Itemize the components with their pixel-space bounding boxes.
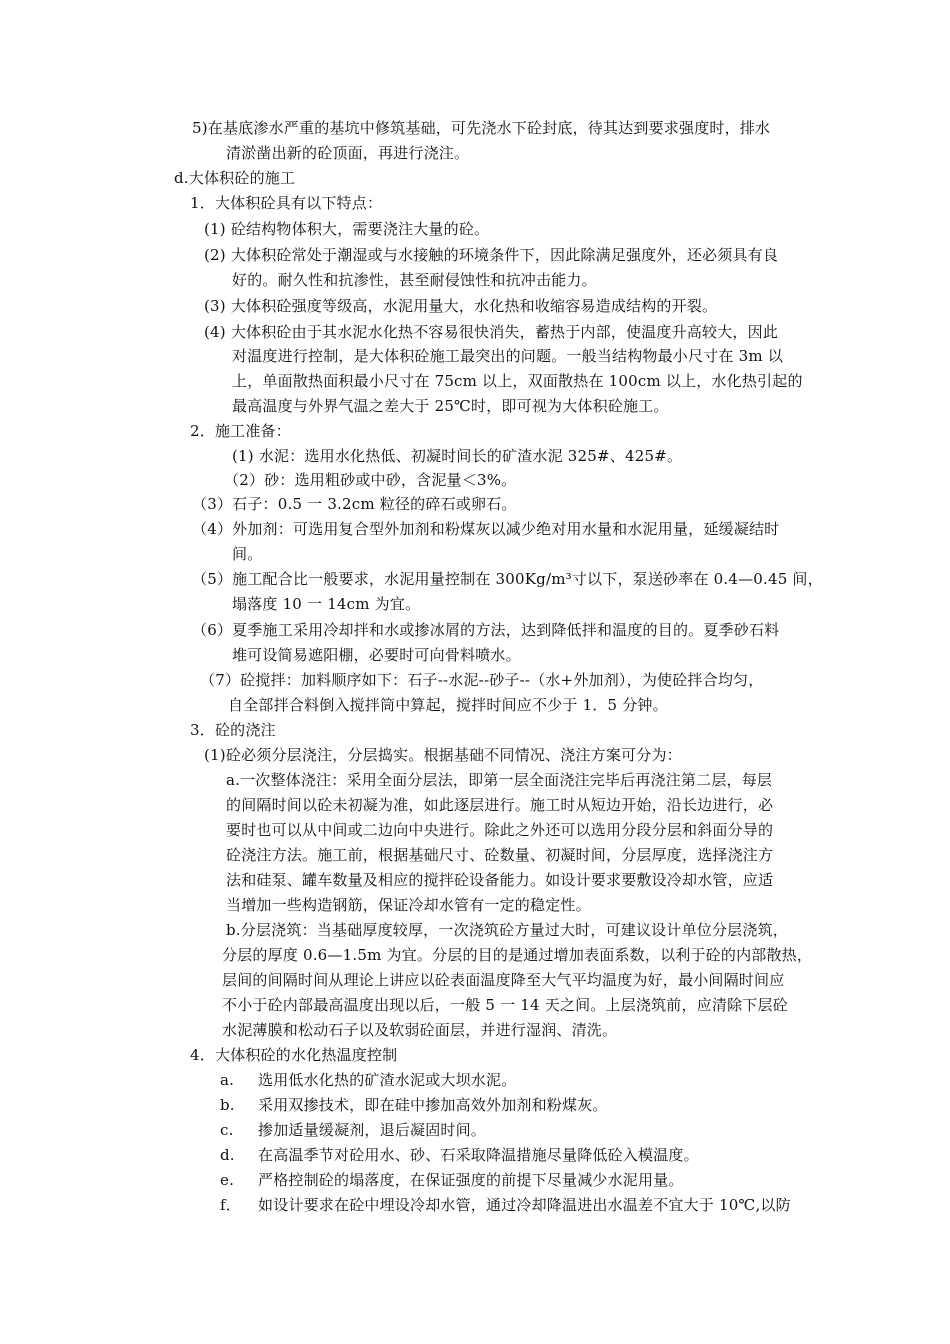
list-item: （6）夏季施工采用冷却拌和水或掺冰屑的方法，达到降低拌和温度的目的。夏季砂石料	[192, 621, 780, 639]
list-item: 采用双掺技术，即在硅中掺加高效外加剂和粉煤灰。	[258, 1096, 608, 1114]
text-line: 间。	[232, 545, 263, 563]
list-item: 掺加适量缓凝剂，退后凝固时间。	[258, 1121, 487, 1139]
list-item: 严格控制砼的塌落度，在保证强度的前提下尽量减少水泥用量。	[258, 1171, 684, 1189]
text-line: 对温度进行控制，是大体积砼施工最突出的问题。一般当结构物最小尺寸在 3m 以	[232, 347, 783, 365]
list-item: (3) 大体积砼强度等级高，水泥用量大，水化热和收缩容易造成结构的开裂。	[204, 297, 718, 315]
subsection-heading: 3．砼的浇注	[190, 721, 276, 739]
paragraph-line: 当增加一些构造钢筋，保证冷却水管有一定的稳定性。	[226, 896, 591, 914]
paragraph-line: 分层的厚度 0.6—1.5m 为宜。分层的目的是通过增加表面系数，以利于砼的内部散热，	[222, 946, 813, 964]
list-item: (1) 水泥：选用水化热低、初凝时间长的矿渣水泥 325#、425#。	[232, 447, 683, 465]
paragraph-line: 不小于砼内部最高温度出现以后，一般 5 一 14 天之间。上层浇筑前，应清除下层砼	[222, 996, 788, 1014]
list-item: (4) 大体积砼由于其水泥水化热不容易很快消失，蓄热于内部，使温度升高较大，因此	[204, 323, 779, 341]
paragraph-line: 要时也可以从中间或二边向中央进行。除此之外还可以选用分段分层和斜面分导的	[226, 821, 774, 839]
list-item: 选用低水化热的矿渣水泥或大坝水泥。	[258, 1071, 517, 1089]
list-marker: f．	[220, 1196, 241, 1214]
list-item: 如设计要求在砼中埋设冷却水管，通过冷却降温进出水温差不宜大于 10℃,以防	[258, 1196, 791, 1214]
text-line: 上，单面散热面积最小尺寸在 75cm 以上，双面散热在 100cm 以上，水化热引起的	[232, 372, 803, 390]
paragraph-line: 法和硅泵、罐车数量及相应的搅拌砼设备能力。如设计要求要敷设冷却水管，应适	[226, 871, 774, 889]
text-line: 5)在基底渗水严重的基坑中修筑基础，可先浇水下砼封底，待其达到要求强度时，排水	[192, 119, 771, 137]
paragraph-line: a.一次整体浇注：采用全面分层法，即第一层全面浇注完毕后再浇注第二层，每层	[226, 771, 773, 789]
text-line: 自全部拌合料倒入搅拌筒中算起，搅拌时间应不少于 1．5 分钟。	[228, 696, 668, 714]
list-item: (1)砼必须分层浇注，分层捣实。根据基础不同情况、浇注方案可分为：	[204, 746, 682, 764]
text-line: 好的。耐久性和抗渗性，甚至耐侵蚀性和抗冲击能力。	[232, 271, 597, 289]
paragraph-line: 砼浇注方法。施工前，根据基础尺寸、砼数量、初凝时间，分层厚度，选择浇注方	[226, 846, 774, 864]
list-marker: d.	[220, 1146, 235, 1164]
subsection-heading: 1．大体积砼具有以下特点：	[190, 194, 383, 212]
list-item: （4）外加剂：可选用复合型外加剂和粉煤灰以减少绝对用水量和水泥用量，延缓凝结时	[192, 520, 780, 538]
paragraph-line: b.分层浇筑：当基础厚度较厚，一次浇筑砼方量过大时，可建议设计单位分层浇筑，	[226, 921, 788, 939]
list-item: （5）施工配合比一般要求，水泥用量控制在 300Kg/m³寸以下，泵送砂率在 0.4—0.45 间，	[192, 570, 823, 588]
list-item: (2) 大体积砼常处于潮湿或与水接触的环境条件下，因此除满足强度外，还必须具有良	[204, 246, 779, 264]
text-line: 塌落度 10 一 14cm 为宜。	[232, 595, 421, 613]
list-item: (1) 砼结构物体积大，需要浇注大量的砼。	[204, 220, 490, 238]
section-heading: d.大体积砼的施工	[174, 169, 296, 187]
subsection-heading: 2．施工准备：	[190, 422, 291, 440]
subsection-heading: 4．大体积砼的水化热温度控制	[190, 1046, 398, 1064]
paragraph-line: 层间的间隔时间从理论上讲应以砼表面温度降至大气平均温度为好，最小间隔时间应	[222, 971, 785, 989]
list-item: （3）石子：0.5 一 3.2cm 粒径的碎石或卵石。	[192, 495, 517, 513]
paragraph-line: 水泥薄膜和松动石子以及软弱砼面层，并进行湿润、清洗。	[222, 1021, 618, 1039]
paragraph-line: 的间隔时间以砼未初凝为准，如此逐层进行。施工时从短边开始，沿长边进行，必	[226, 796, 774, 814]
list-item: 在高温季节对砼用水、砂、石采取降温措施尽量降低砼入模温度。	[258, 1146, 699, 1164]
list-item: （2）砂：选用粗砂或中砂，含泥量＜3%。	[224, 471, 517, 489]
list-item: （7）砼搅拌：加料顺序如下：石子--水泥--砂子--（水+外加剂），为使砼拌合均匀，	[200, 671, 764, 689]
text-line: 清淤凿出新的砼顶面，再进行浇注。	[226, 144, 470, 162]
list-marker: a.	[220, 1071, 235, 1089]
list-marker: e.	[220, 1171, 235, 1189]
list-marker: c.	[220, 1121, 234, 1139]
text-line: 堆可设简易遮阳棚，必要时可向骨料喷水。	[232, 646, 521, 664]
text-line: 最高温度与外界气温之差大于 25℃时，即可视为大体积砼施工。	[232, 397, 669, 415]
list-marker: b.	[220, 1096, 235, 1114]
